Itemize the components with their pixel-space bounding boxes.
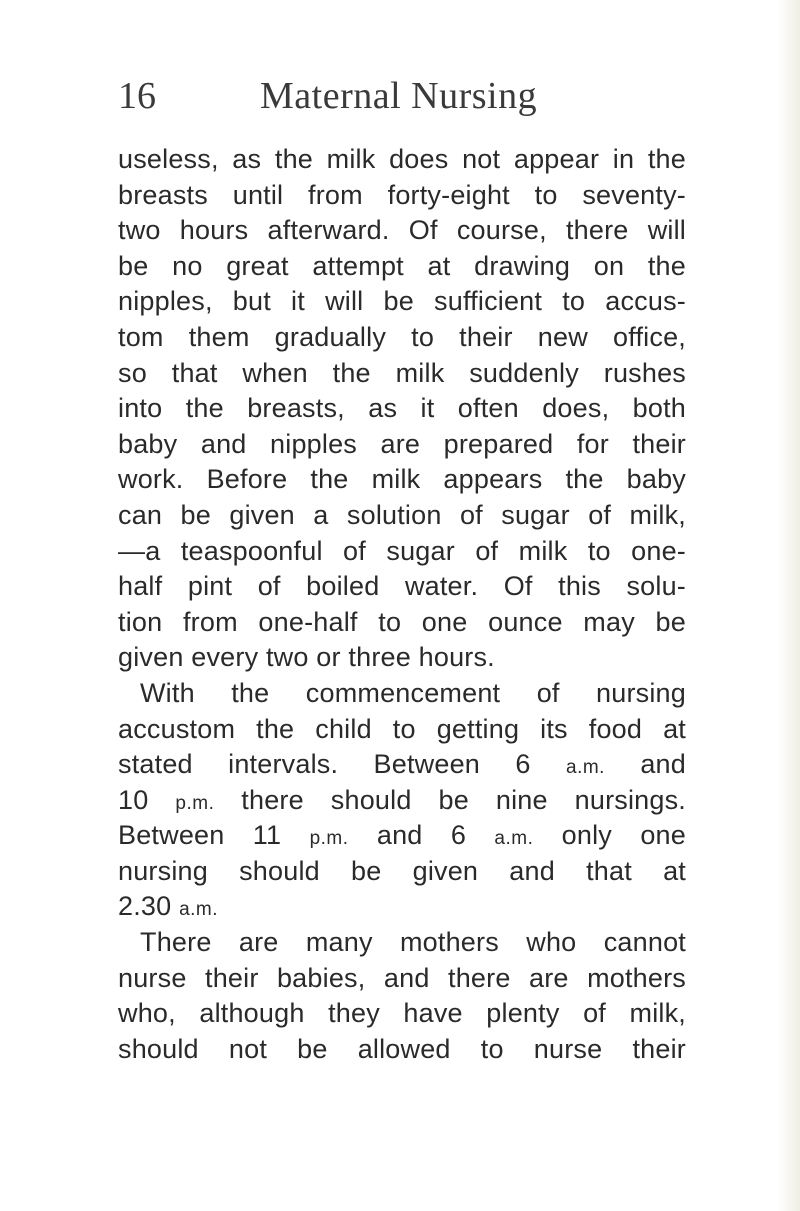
line-segment: and	[604, 749, 686, 780]
body-text	[118, 142, 686, 1067]
text-line	[118, 818, 686, 854]
text-line: useless, as the milk does not appear in the	[118, 144, 686, 174]
text-line: nipples, but it will be sufficient to accus-	[118, 286, 686, 317]
text-line: nursing should be given and that at	[118, 855, 686, 886]
text-line: work. Before the milk appears the baby	[118, 464, 686, 495]
text-line: breasts until from forty-eight to seventy-	[118, 179, 686, 210]
text-line: accustom the child to getting its food at	[118, 713, 686, 744]
line-segment: there should be nine nursings.	[214, 784, 687, 815]
time-abbreviation: a.m.	[179, 899, 219, 921]
time-abbreviation: a.m.	[494, 828, 534, 850]
text-line: tom them gradually to their new office,	[118, 321, 686, 352]
text-line: should not be allowed to nurse their	[118, 1033, 686, 1064]
time-abbreviation: p.m.	[309, 828, 349, 850]
line-segment: Between 11	[118, 820, 310, 851]
page-edge-shadow	[778, 0, 800, 1211]
text-line: tion from one-half to one ounce may be	[118, 606, 686, 637]
page-header	[118, 74, 738, 124]
text-line: who, although they have plenty of milk,	[118, 998, 686, 1029]
time-abbreviation: p.m.	[175, 792, 215, 814]
text-line	[118, 783, 686, 819]
text-line: —a teaspoonful of sugar of milk to one-	[118, 535, 686, 566]
line-segment: 10	[118, 784, 176, 815]
text-line: given every two or three hours.	[118, 642, 495, 673]
text-line: can be given a solution of sugar of milk,	[118, 499, 686, 530]
line-segment: and 6	[348, 820, 495, 851]
line-segment: only one	[533, 820, 686, 851]
running-title: Maternal Nursing	[260, 75, 538, 117]
page-number: 16	[118, 75, 156, 117]
text-line: baby and nipples are prepared for their	[118, 428, 686, 459]
line-segment: 2.30	[118, 891, 180, 922]
text-line: nurse their babies, and there are mothers	[118, 962, 686, 993]
text-line: into the breasts, as it often does, both	[118, 393, 686, 424]
text-line: There are many mothers who cannot	[140, 927, 686, 958]
time-abbreviation: a.m.	[566, 757, 605, 779]
text-line: so that when the milk suddenly rushes	[118, 357, 686, 388]
text-line: two hours afterward. Of course, there will	[118, 215, 686, 246]
line-segment: stated intervals. Between 6	[118, 749, 566, 780]
text-line: half pint of boiled water. Of this solu-	[118, 571, 686, 602]
text-line	[118, 747, 686, 783]
text-line	[118, 889, 686, 925]
text-line: be no great attempt at drawing on the	[118, 250, 686, 281]
text-line: With the commencement of nursing	[140, 677, 686, 708]
